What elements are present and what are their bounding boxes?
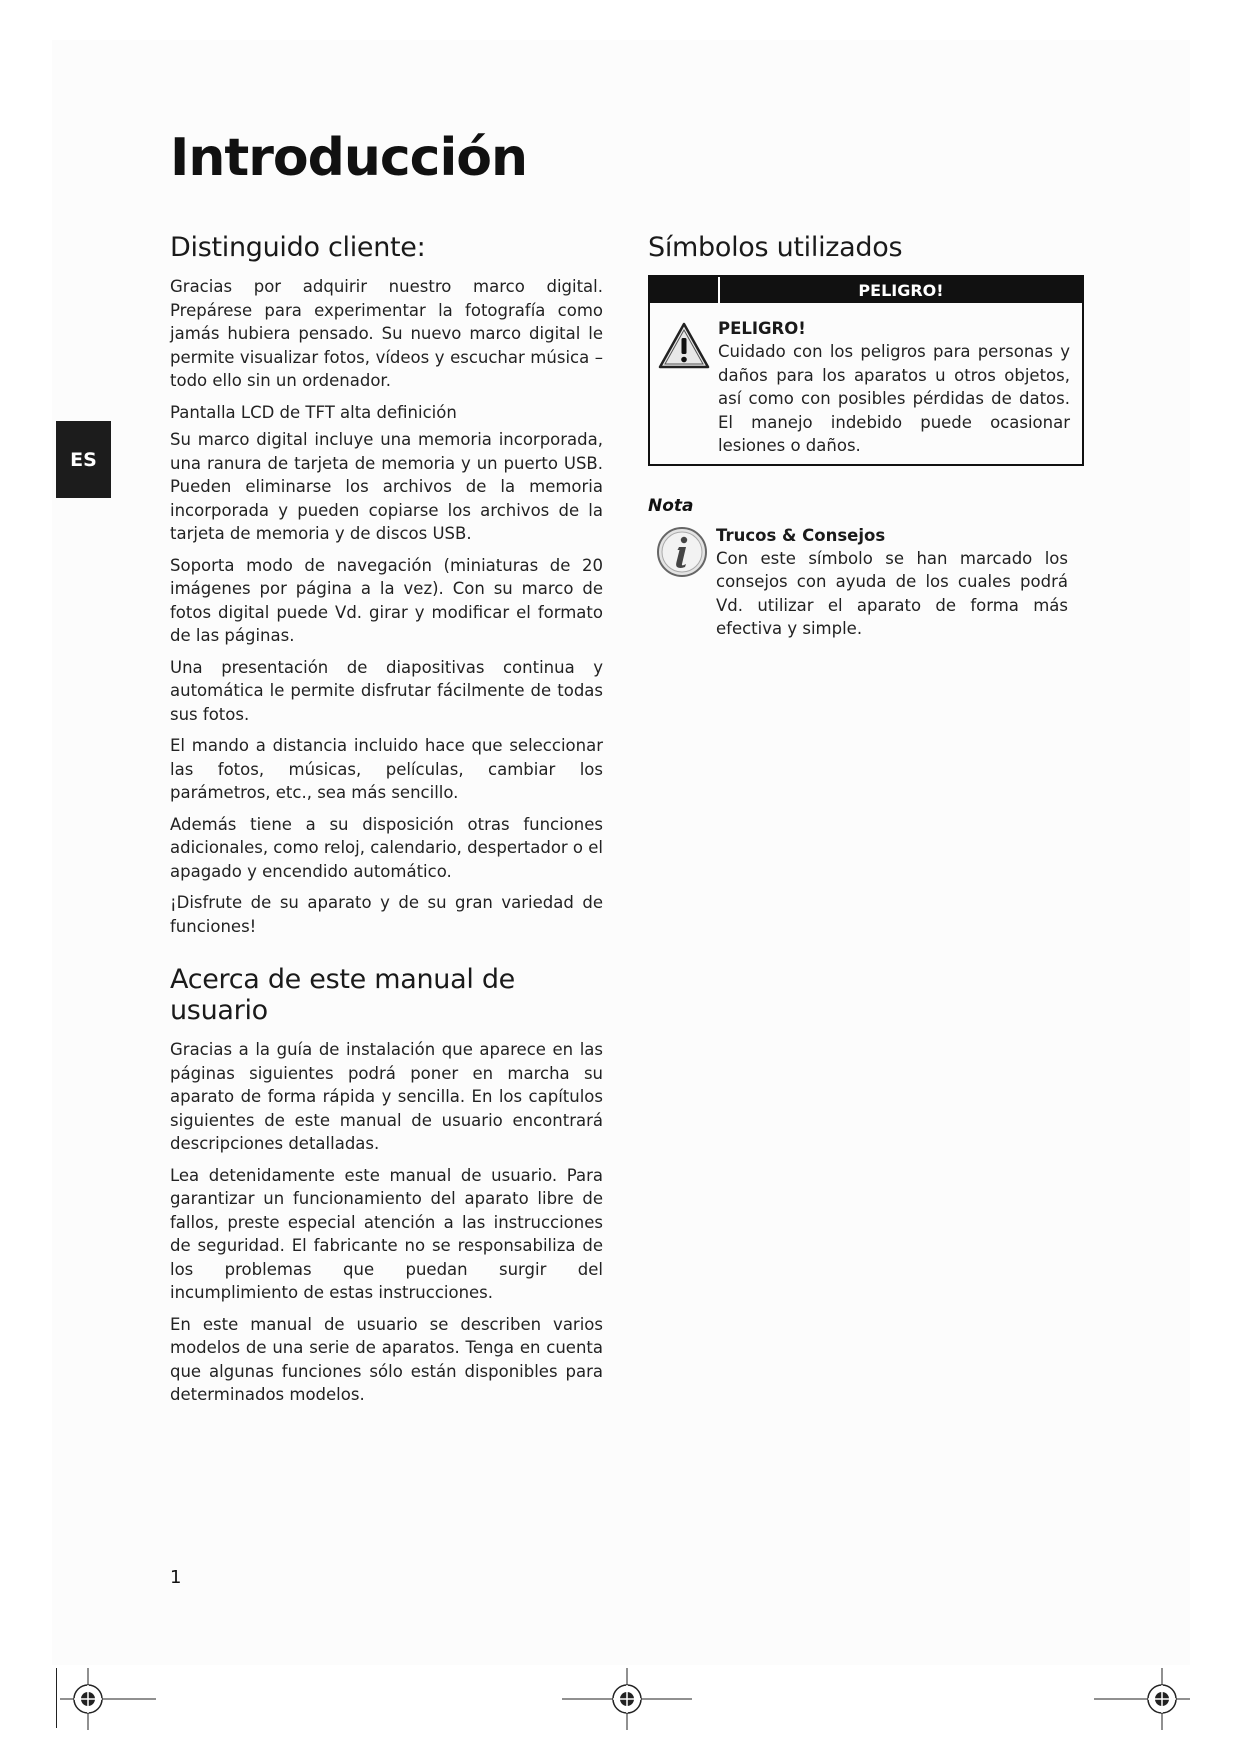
danger-header-label: PELIGRO!	[720, 277, 1082, 303]
registration-mark-left	[60, 1668, 156, 1730]
paragraph: Gracias a la guía de instalación que aparece en las páginas siguientes podrá poner en marcha su aparato de forma rápida y sencilla. En los capítulos siguientes de este manual de usuario encontrará descripciones detalladas.	[170, 1040, 603, 1153]
paragraph: El mando a distancia incluido hace que seleccionar las fotos, músicas, películas, cambiar los parámetros, etc., sea más sencillo.	[170, 736, 603, 802]
crop-mark-line	[56, 1668, 57, 1728]
section-heading-symbols: Símbolos utilizados	[648, 232, 903, 263]
danger-header-blank	[650, 277, 720, 303]
page-number: 1	[170, 1567, 182, 1588]
paragraph: Pantalla LCD de TFT alta definición	[170, 402, 457, 422]
section-heading-manual: Acerca de este manual de usuario	[170, 964, 515, 1026]
note-text	[716, 524, 1068, 641]
left-column	[170, 232, 603, 1415]
danger-box	[648, 275, 1084, 466]
note-icon-cell	[648, 524, 716, 641]
danger-icon-cell	[650, 317, 718, 458]
danger-title: PELIGRO!	[718, 319, 806, 338]
note-title: Trucos & Consejos	[716, 525, 886, 545]
paragraph: Lea detenidamente este manual de usuario. Para garantizar un funcionamiento del aparato libre de fallos, preste especial atención a las instrucciones de seguridad. El fabricante no se responsabiliza de los problemas que puedan surgir del incumplimiento de estas instrucciones.	[170, 1165, 603, 1302]
language-tab: ES	[56, 421, 111, 498]
info-icon	[656, 526, 708, 578]
registration-mark-right	[1094, 1668, 1190, 1730]
note-description: Con este símbolo se han marcado los consejos con ayuda de los cuales podrá Vd. utilizar el aparato de forma más efectiva y simple.	[716, 548, 1068, 638]
warning-triangle-icon	[657, 321, 711, 371]
danger-body	[650, 303, 1082, 464]
danger-text	[718, 317, 1070, 458]
registration-mark-center	[562, 1668, 692, 1730]
paragraph: En este manual de usuario se describen varios modelos de una serie de aparatos. Tenga en cuenta que algunas funciones sólo están disponibles para determinados modelos.	[170, 1314, 603, 1404]
paragraph: ¡Disfrute de su aparato y de su gran variedad de funciones!	[170, 893, 603, 936]
paragraph: Además tiene a su disposición otras funciones adicionales, como reloj, calendario, despertador o el apagado y encendido automático.	[170, 814, 604, 881]
section-heading-customer: Distinguido cliente:	[170, 232, 426, 263]
paragraph: Gracias por adquirir nuestro marco digital. Prepárese para experimentar la fotografía como jamás hubiera pensado. Su nuevo marco digital le permite visualizar fotos, vídeos y escuchar música – todo ello sin un ordenador.	[170, 277, 603, 390]
paragraph: Soporta modo de navegación (miniaturas de 20 imágenes por página a la vez). Con su marco de fotos digital puede Vd. girar y modificar el formato de las páginas.	[170, 555, 603, 645]
paragraph: Una presentación de diapositivas continua y automática le permite disfrutar fácilmente de todas sus fotos.	[170, 657, 603, 724]
paragraph: Su marco digital incluye una memoria incorporada, una ranura de tarjeta de memoria y un puerto USB. Pueden eliminarse los archivos de la memoria incorporada y pueden copiarse los archivos de la tarjeta de memoria y de discos USB.	[170, 430, 603, 543]
danger-header	[650, 277, 1082, 303]
note-label: Nota	[648, 495, 694, 516]
danger-description: Cuidado con los peligros para personas y daños para los aparatos u otros objetos, así como con posibles pérdidas de datos. El manejo indebido puede ocasionar lesiones o daños.	[718, 342, 1070, 455]
page-title: Introducción	[170, 128, 528, 188]
right-column	[648, 232, 1084, 641]
note-row	[648, 524, 1084, 641]
